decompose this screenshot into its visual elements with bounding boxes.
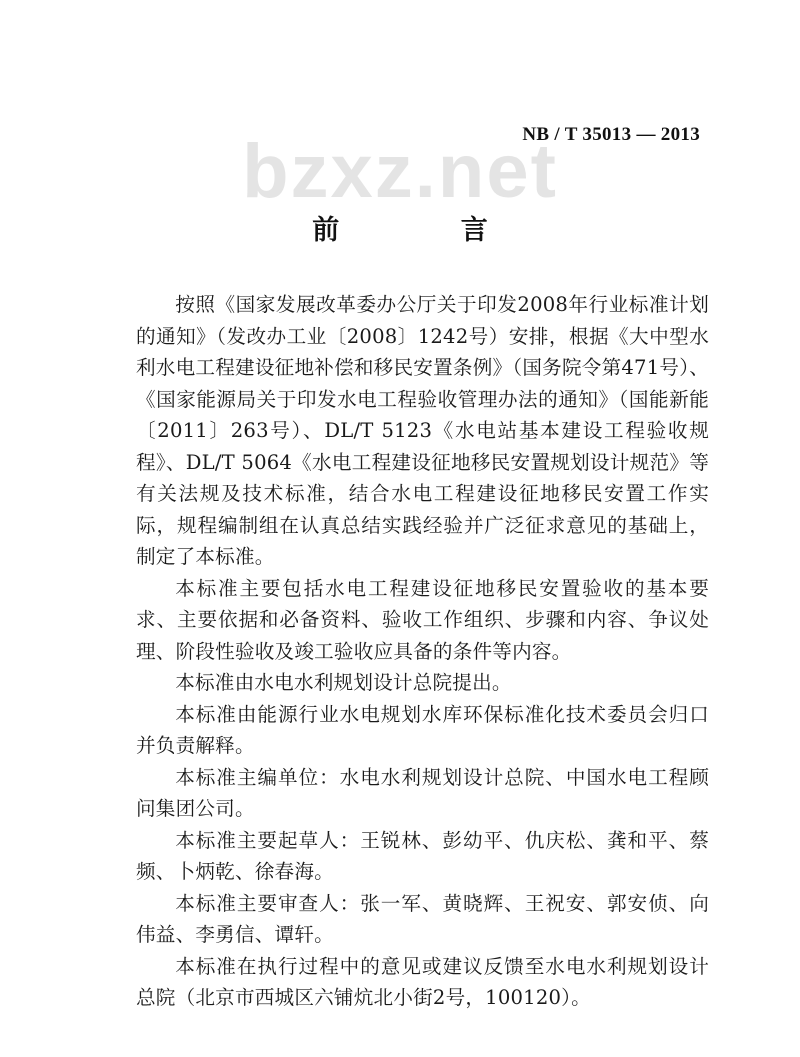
standard-number: NB / T 35013 — 2013 [522, 124, 700, 145]
body-text [136, 289, 709, 1014]
paragraph-content: 本标准主要包括水电工程建设征地移民安置验收的基本要求、主要依据和必备资料、验收工作组织、步骤和内容、争议处理、阶段性验收及竣工验收应具备的条件等内容。 [136, 576, 709, 663]
paragraph-basis: 按照《国家发展改革委办公厅关于印发2008年行业标准计划的通知》（发改办工业〔2008〕1242号）安排，根据《大中型水利水电工程建设征地补偿和移民安置条例》（国务院令第471号）、《国家能源局关于印发水电工程验收管理办法的通知》（国能新能〔2011〕263号）、DL/T 5123《水电站基本建设工程验收规程》、DL/T 5064《水电工程建设征地移民安置规划设计规范》等有关法规及技术标准，结合水电工程建设征地移民安置工作实际，规程编制组在认真总结实践经验并广泛征求意见的基础上，制定了本标准。 [136, 293, 709, 568]
page-title: 前 言 [312, 215, 544, 246]
paragraph-chief-editors: 本标准主编单位：水电水利规划设计总院、中国水电工程顾问集团公司。 [136, 765, 709, 820]
paragraph-feedback: 本标准在执行过程中的意见或建议反馈至水电水利规划设计总院（北京市西城区六铺炕北小街2号，100120）。 [136, 954, 709, 1009]
paragraph-proposer: 本标准由水电水利规划设计总院提出。 [175, 671, 512, 694]
paragraph-reviewers: 本标准主要审查人：张一军、黄晓辉、王祝安、郭安侦、向伟益、李勇信、谭轩。 [136, 891, 709, 946]
watermark: bzxz.net [242, 129, 558, 214]
paragraph-interpretation: 本标准由能源行业水电规划水库环保标准化技术委员会归口并负责解释。 [136, 702, 709, 757]
paragraph-drafters: 本标准主要起草人：王锐林、彭幼平、仇庆松、龚和平、蔡频、卜炳乾、徐春海。 [136, 828, 709, 883]
